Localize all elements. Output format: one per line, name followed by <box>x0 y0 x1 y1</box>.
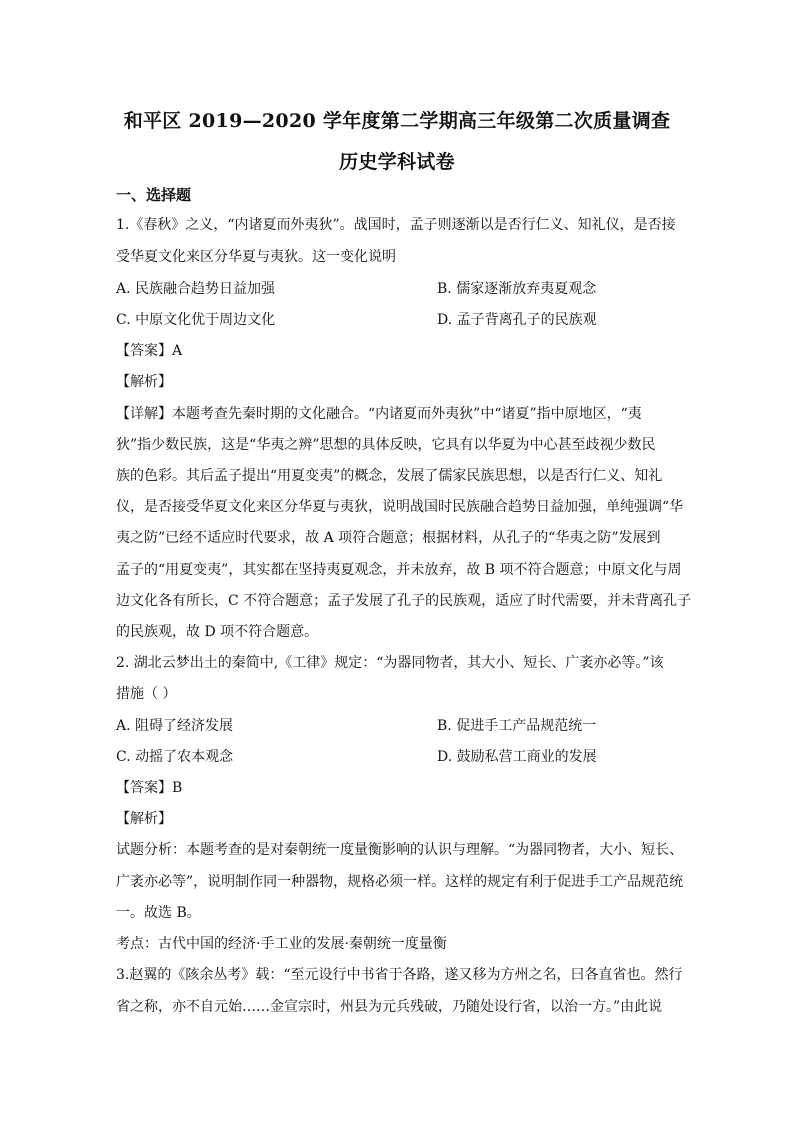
detail-label: 【详解】 <box>116 406 172 422</box>
q2-kaodian: 考点：古代中国的经济·手工业的发展·秦朝统一度量衡 <box>116 936 447 952</box>
section-heading: 一、选择题 <box>116 186 192 204</box>
answer-value: A <box>172 343 183 359</box>
q1-stem-line: 1.《春秋》之义，“内诸夏而外夷狄”。战国时，孟子则逐渐以是否行仁义、知礼仪，是否接 <box>116 217 676 233</box>
q1-detail-line: 夷之防”已经不适应时代要求，故 A 项符合题意；根据材料，从孔子的“华夷之防”发展到 <box>116 530 661 546</box>
q2-option-d: D. 鼓励私营工商业的发展 <box>437 749 597 765</box>
exam-subtitle: 历史学科试卷 <box>339 151 455 173</box>
q2-stem-line: 措施（ ） <box>116 686 177 702</box>
q1-detail-line: 孟子的“用夏变夷”，其实都在坚持夷夏观念，并未放弃，故 B 项不符合题意；中原文化与周 <box>116 562 682 578</box>
q1-option-d: D. 孟子背离孔子的民族观 <box>437 312 597 328</box>
q1-detail-line: 狄”指少数民族，这是“华夷之辨”思想的具体反映，它具有以华夏为中心甚至歧视少数民 <box>116 437 656 453</box>
q1-option-c: C. 中原文化优于周边文化 <box>116 312 276 328</box>
q1-stem-line: 受华夏文化来区分华夏与夷狄。这一变化说明 <box>116 249 396 265</box>
q2-option-b: B. 促进手工产品规范统一 <box>437 718 597 734</box>
q2-analysis-line: 试题分析：本题考查的是对秦朝统一度量衡影响的认识与理解。“为器同物者，大小、短长、 <box>116 842 684 858</box>
answer-value: B <box>172 780 183 796</box>
q2-option-c: C. 动摇了农本观念 <box>116 749 234 765</box>
q1-detail-line: 的民族观，故 D 项不符合题意。 <box>116 624 319 640</box>
q2-analysis-line: 广袤亦必等”，说明制作同一种器物，规格必须一样。这样的规定有利于促进手工产品规范统 <box>116 874 684 890</box>
q2-option-a: A. 阻碍了经济发展 <box>116 718 234 734</box>
q2-stem-line: 2. 湖北云梦出土的秦简中,《工律》规定：“为器同物者，其大小、短长、广袤亦必等。”该 <box>116 655 664 671</box>
q3-stem-line: 省之称，亦不自元始……金宣宗时，州县为元兵残破，乃随处设行省，以治一方。”由此说 <box>116 999 663 1015</box>
q1-option-b: B. 儒家逐渐放弃夷夏观念 <box>437 281 597 297</box>
q1-detail-line: 族的色彩。其后孟子提出“用夏变夷”的概念，发展了儒家民族思想，以是否行仁义、知礼 <box>116 468 663 484</box>
answer-label: 【答案】 <box>116 780 172 796</box>
q2-answer <box>116 778 680 798</box>
q1-analysis-label: 【解析】 <box>116 374 172 390</box>
q3-stem-line: 3.赵翼的《陔余丛考》载：“至元设行中书省于各路，遂又移为方州之名，曰各直省也。然行 <box>116 967 683 983</box>
q1-detail-line: 边文化各有所长，C 不符合题意；孟子发展了孔子的民族观，适应了时代需要，并未背离孔子 <box>116 593 692 609</box>
q1-answer <box>116 341 680 361</box>
exam-title: 和平区 2019—2020 学年度第二学期高三年级第二次质量调查 <box>123 110 671 132</box>
q1-detail-line: 仪，是否接受华夏文化来区分华夏与夷狄，说明战国时民族融合趋势日益加强，单纯强调“华 <box>116 499 684 515</box>
q2-analysis-label: 【解析】 <box>116 811 172 827</box>
answer-label: 【答案】 <box>116 343 172 359</box>
q1-detail-line <box>116 404 680 424</box>
q1-option-a: A. 民族融合趋势日益加强 <box>116 281 276 297</box>
q2-analysis-line: 一。故选 B。 <box>116 905 201 921</box>
detail-text: 本题考查先秦时期的文化融合。“内诸夏而外夷狄”中“诸夏”指中原地区，“夷 <box>172 406 642 422</box>
